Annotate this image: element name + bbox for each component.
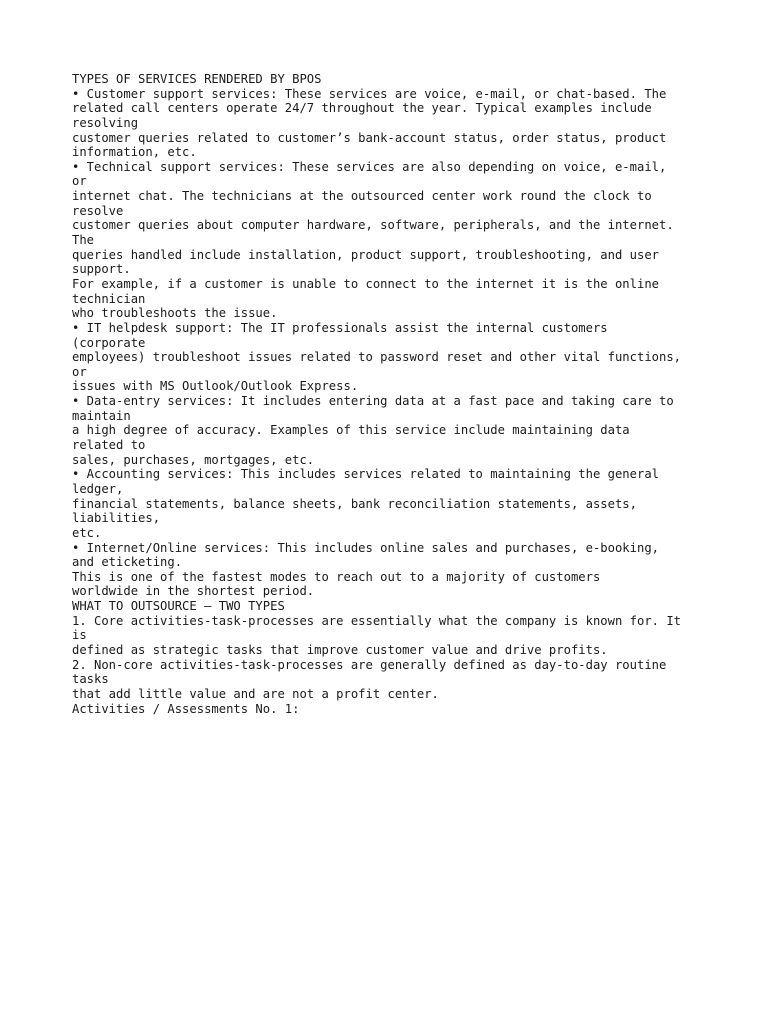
- text-line: defined as strategic tasks that improve customer value and drive profits.: [72, 642, 608, 657]
- section-heading: TYPES OF SERVICES RENDERED BY BPOS: [72, 72, 322, 86]
- text-line: financial statements, balance sheets, bank reconciliation statements, assets,: [72, 496, 637, 511]
- text-line: ledger,: [72, 481, 124, 496]
- text-line: technician: [72, 291, 146, 306]
- text-line: resolve: [72, 203, 124, 218]
- text-line: related call centers operate 24/7 throughout the year. Typical examples include: [72, 101, 652, 116]
- text-line: and eticketing.: [72, 555, 183, 570]
- text-line: For example, if a customer is unable to connect to the internet it is the online: [72, 276, 659, 291]
- text-line: issues with MS Outlook/Outlook Express.: [72, 379, 359, 394]
- text-line: queries handled include installation, product support, troubleshooting, and user: [72, 247, 659, 262]
- assessment-heading: Activities / Assessments No. 1:: [72, 701, 300, 716]
- document-page: [72, 72, 722, 716]
- text-line: information, etc.: [72, 145, 197, 160]
- text-line: who troubleshoots the issue.: [72, 306, 278, 321]
- text-line: • Technical support services: These services are also depending on voice, e-mail,: [72, 159, 667, 174]
- text-line: support.: [72, 262, 131, 277]
- text-line: customer queries about computer hardware, software, peripherals, and the internet.: [72, 218, 674, 233]
- text-line: (corporate: [72, 335, 146, 350]
- text-line: maintain: [72, 408, 131, 423]
- text-line: • Customer support services: These services are voice, e-mail, or chat-based. The: [72, 86, 667, 101]
- text-line: or: [72, 364, 87, 379]
- text-line: resolving: [72, 115, 139, 130]
- text-line: worldwide in the shortest period.: [72, 584, 315, 599]
- text-line: • Data-entry services: It includes entering data at a fast pace and taking care to: [72, 394, 674, 409]
- text-line: • IT helpdesk support: The IT professionals assist the internal customers: [72, 320, 608, 335]
- text-line: tasks: [72, 672, 109, 687]
- section-heading: WHAT TO OUTSOURCE – TWO TYPES: [72, 599, 285, 614]
- text-line: or: [72, 174, 87, 189]
- text-line: etc.: [72, 525, 102, 540]
- text-line: that add little value and are not a profit center.: [72, 686, 439, 701]
- text-line: This is one of the fastest modes to reach out to a majority of customers: [72, 569, 601, 584]
- text-line: a high degree of accuracy. Examples of this service include maintaining data: [72, 423, 630, 438]
- text-line: • Accounting services: This includes services related to maintaining the general: [72, 467, 659, 482]
- text-line: is: [72, 628, 87, 643]
- text-line: employees) troubleshoot issues related to password reset and other vital functions,: [72, 350, 682, 365]
- text-line: sales, purchases, mortgages, etc.: [72, 452, 315, 467]
- text-line: internet chat. The technicians at the outsourced center work round the clock to: [72, 189, 652, 204]
- text-line: 1. Core activities-task-processes are essentially what the company is known for. It: [72, 613, 682, 628]
- text-line: 2. Non-core activities-task-processes are generally defined as day-to-day routine: [72, 657, 667, 672]
- text-line: liabilities,: [72, 511, 161, 526]
- text-line: The: [72, 233, 95, 248]
- text-line: • Internet/Online services: This includes online sales and purchases, e-booking,: [72, 540, 659, 555]
- text-line: related to: [72, 438, 146, 453]
- text-line: customer queries related to customer’s bank-account status, order status, product: [72, 130, 667, 145]
